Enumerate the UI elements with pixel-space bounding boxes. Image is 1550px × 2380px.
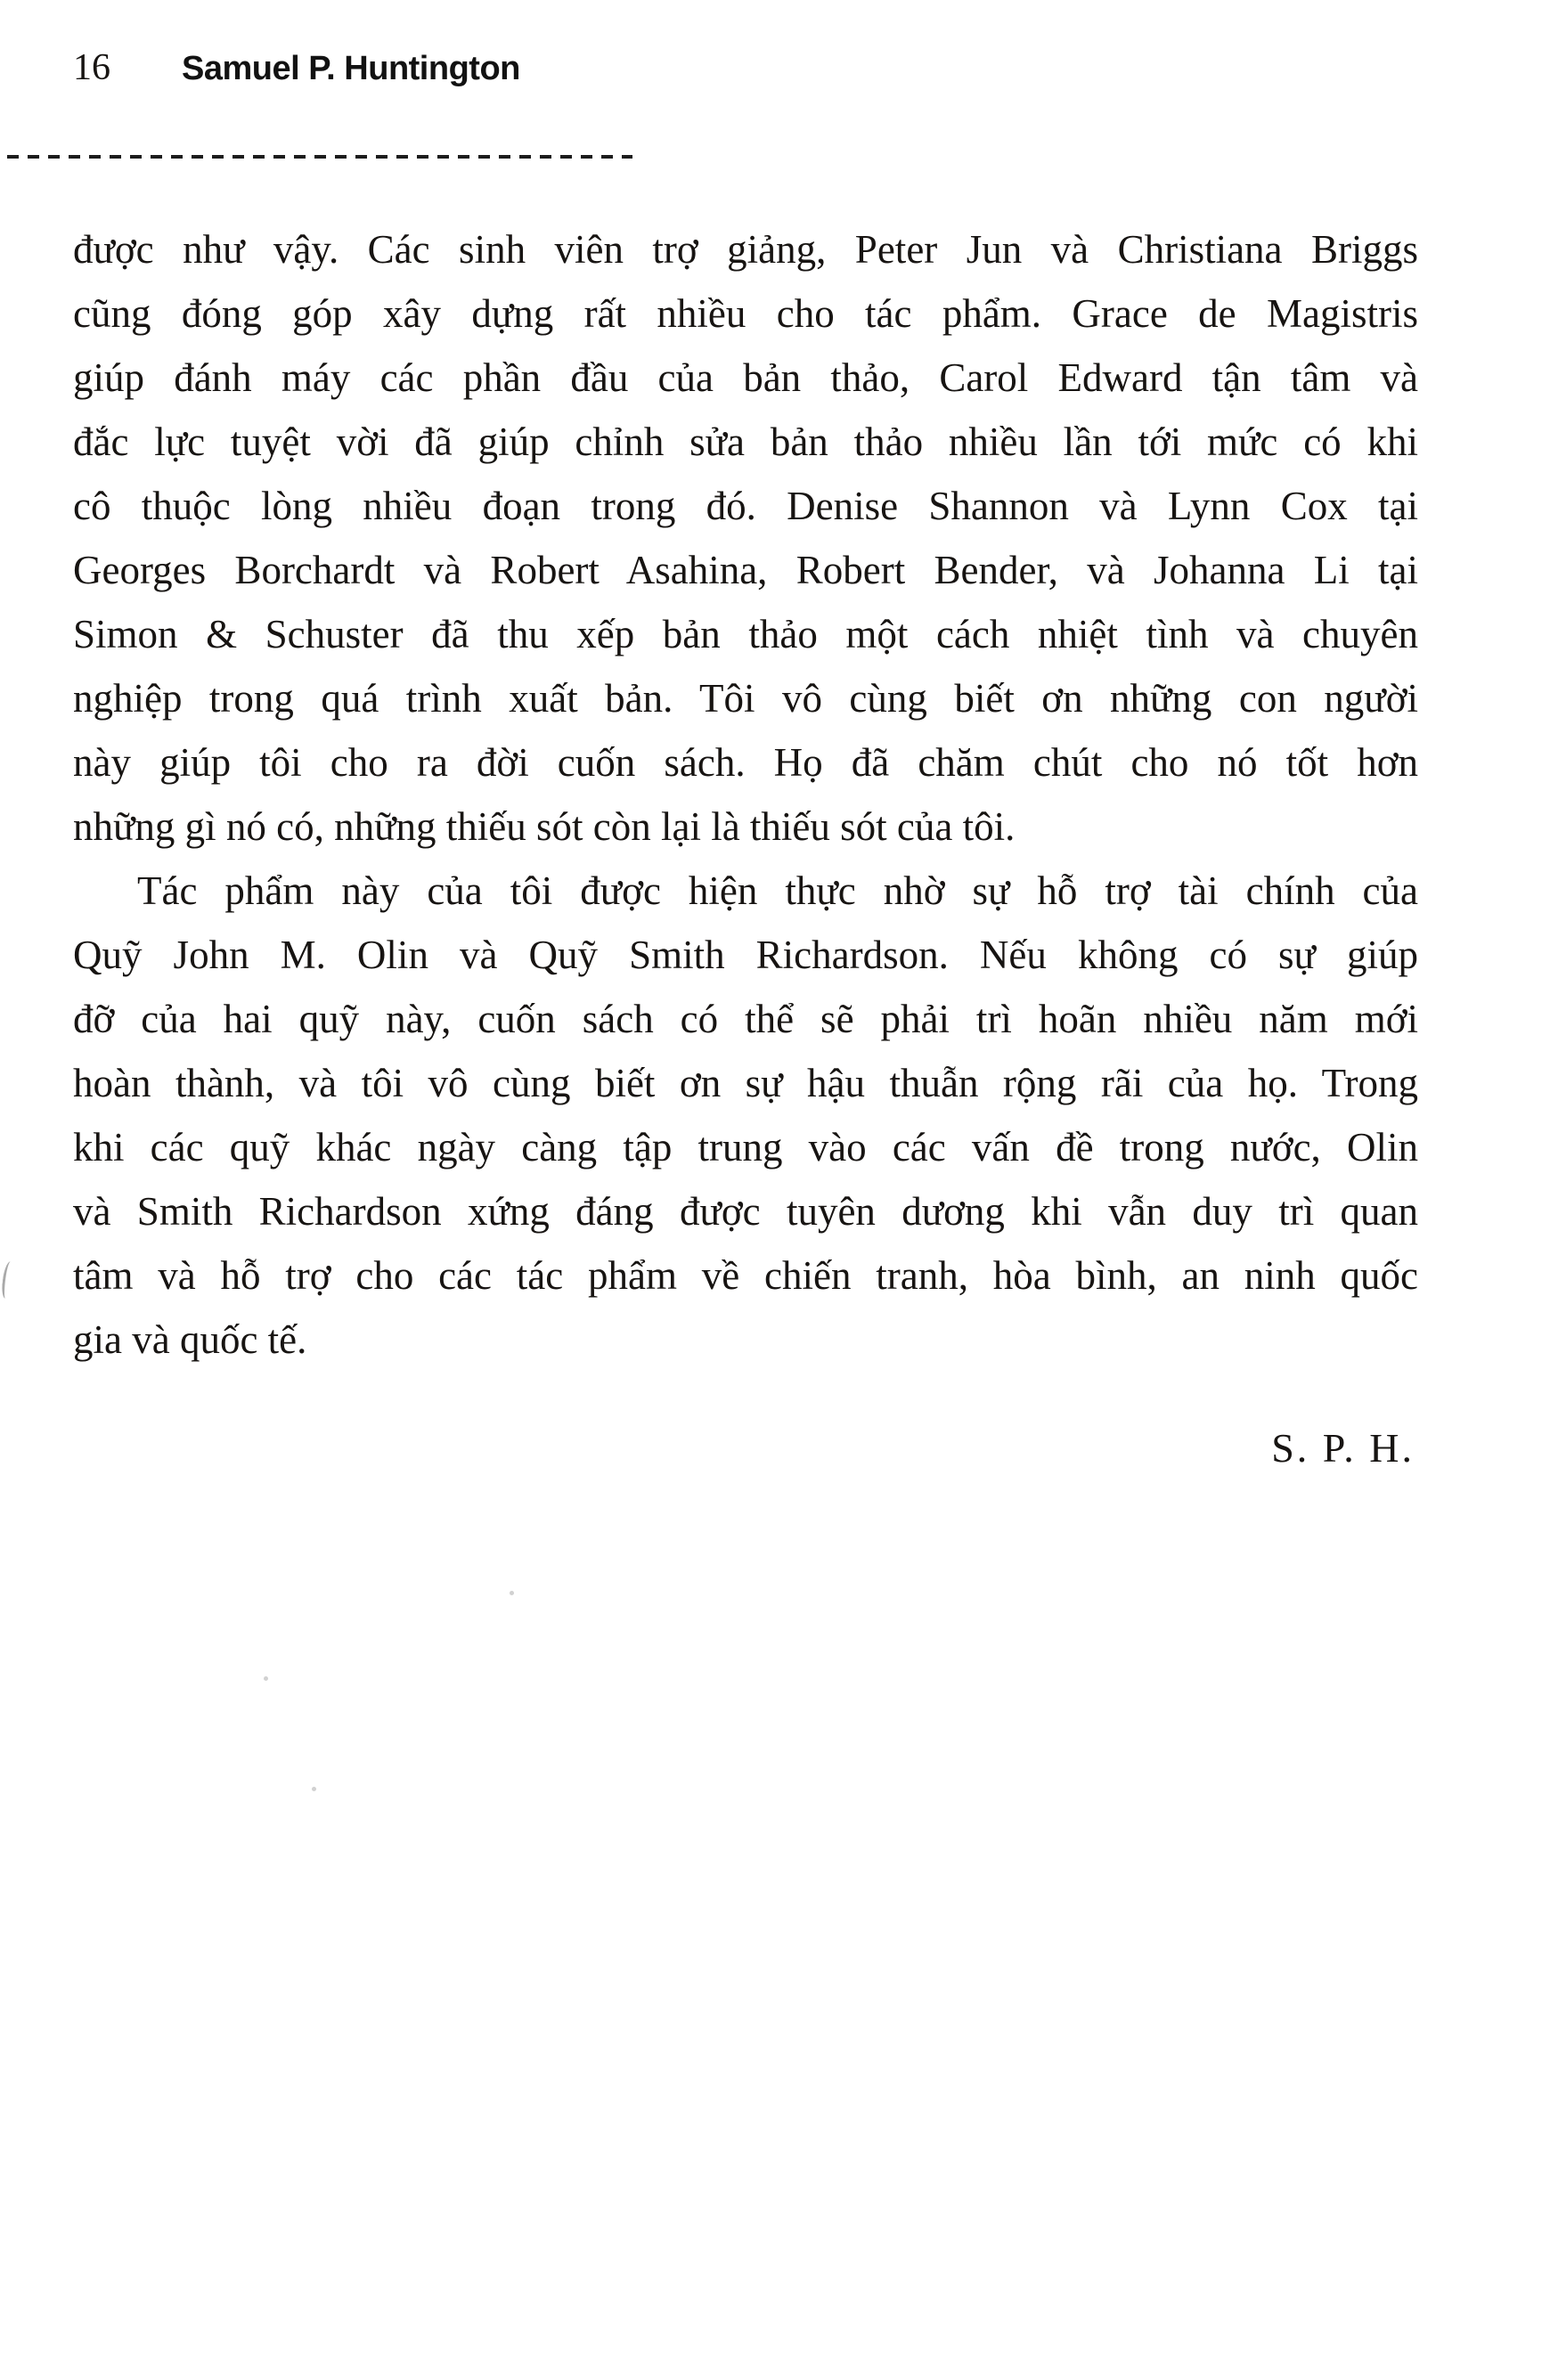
text-line: này giúp tôi cho ra đời cuốn sách. Họ đã chăm chút cho nó tốt hơn <box>73 740 1418 785</box>
text-line: những gì nó có, những thiếu sót còn lại là thiếu sót của tôi. <box>73 804 1016 849</box>
page-number: 16 <box>73 47 110 88</box>
text-line: Simon & Schuster đã thu xếp bản thảo một cách nhiệt tình và chuyên <box>73 612 1418 656</box>
text-line: và Smith Richardson xứng đáng được tuyên dương khi vẫn duy trì quan <box>73 1189 1418 1234</box>
text-line: cô thuộc lòng nhiều đoạn trong đó. Denise Shannon và Lynn Cox tại <box>73 484 1418 528</box>
text-line: giúp đánh máy các phần đầu của bản thảo, Carol Edward tận tâm và <box>73 355 1418 400</box>
dust-speck <box>510 1591 514 1595</box>
text-line: tâm và hỗ trợ cho các tác phẩm về chiến tranh, hòa bình, an ninh quốc <box>73 1253 1418 1298</box>
body-text <box>73 217 1418 1480</box>
page-header <box>73 46 520 89</box>
text-line: đỡ của hai quỹ này, cuốn sách có thể sẽ phải trì hoãn nhiều năm mới <box>73 997 1418 1041</box>
text-line: đắc lực tuyệt vời đã giúp chỉnh sửa bản thảo nhiều lần tới mức có khi <box>73 420 1418 464</box>
text-line: hoàn thành, và tôi vô cùng biết ơn sự hậu thuẫn rộng rãi của họ. Trong <box>73 1061 1418 1105</box>
paragraph <box>73 859 1418 1372</box>
dust-speck <box>264 1676 268 1681</box>
text-line: khi các quỹ khác ngày càng tập trung vào các vấn đề trong nước, Olin <box>73 1125 1418 1170</box>
running-head: Samuel P. Huntington <box>182 50 520 87</box>
dust-speck <box>312 1787 316 1791</box>
text-line: Tác phẩm này của tôi được hiện thực nhờ sự hỗ trợ tài chính của <box>137 868 1418 913</box>
text-line: nghiệp trong quá trình xuất bản. Tôi vô cùng biết ơn những con người <box>73 676 1418 721</box>
text-line: Quỹ John M. Olin và Quỹ Smith Richardson. Nếu không có sự giúp <box>73 933 1418 977</box>
scan-artifact <box>1 1260 15 1299</box>
author-initials: S. P. H. <box>1271 1425 1415 1471</box>
text-line: gia và quốc tế. <box>73 1317 307 1362</box>
text-line: được như vậy. Các sinh viên trợ giảng, Peter Jun và Christiana Briggs <box>73 227 1418 272</box>
header-dashed-rule <box>7 155 632 159</box>
text-line: Georges Borchardt và Robert Asahina, Robert Bender, và Johanna Li tại <box>73 548 1418 592</box>
text-line: cũng đóng góp xây dựng rất nhiều cho tác phẩm. Grace de Magistris <box>73 291 1418 336</box>
paragraph <box>73 217 1418 859</box>
